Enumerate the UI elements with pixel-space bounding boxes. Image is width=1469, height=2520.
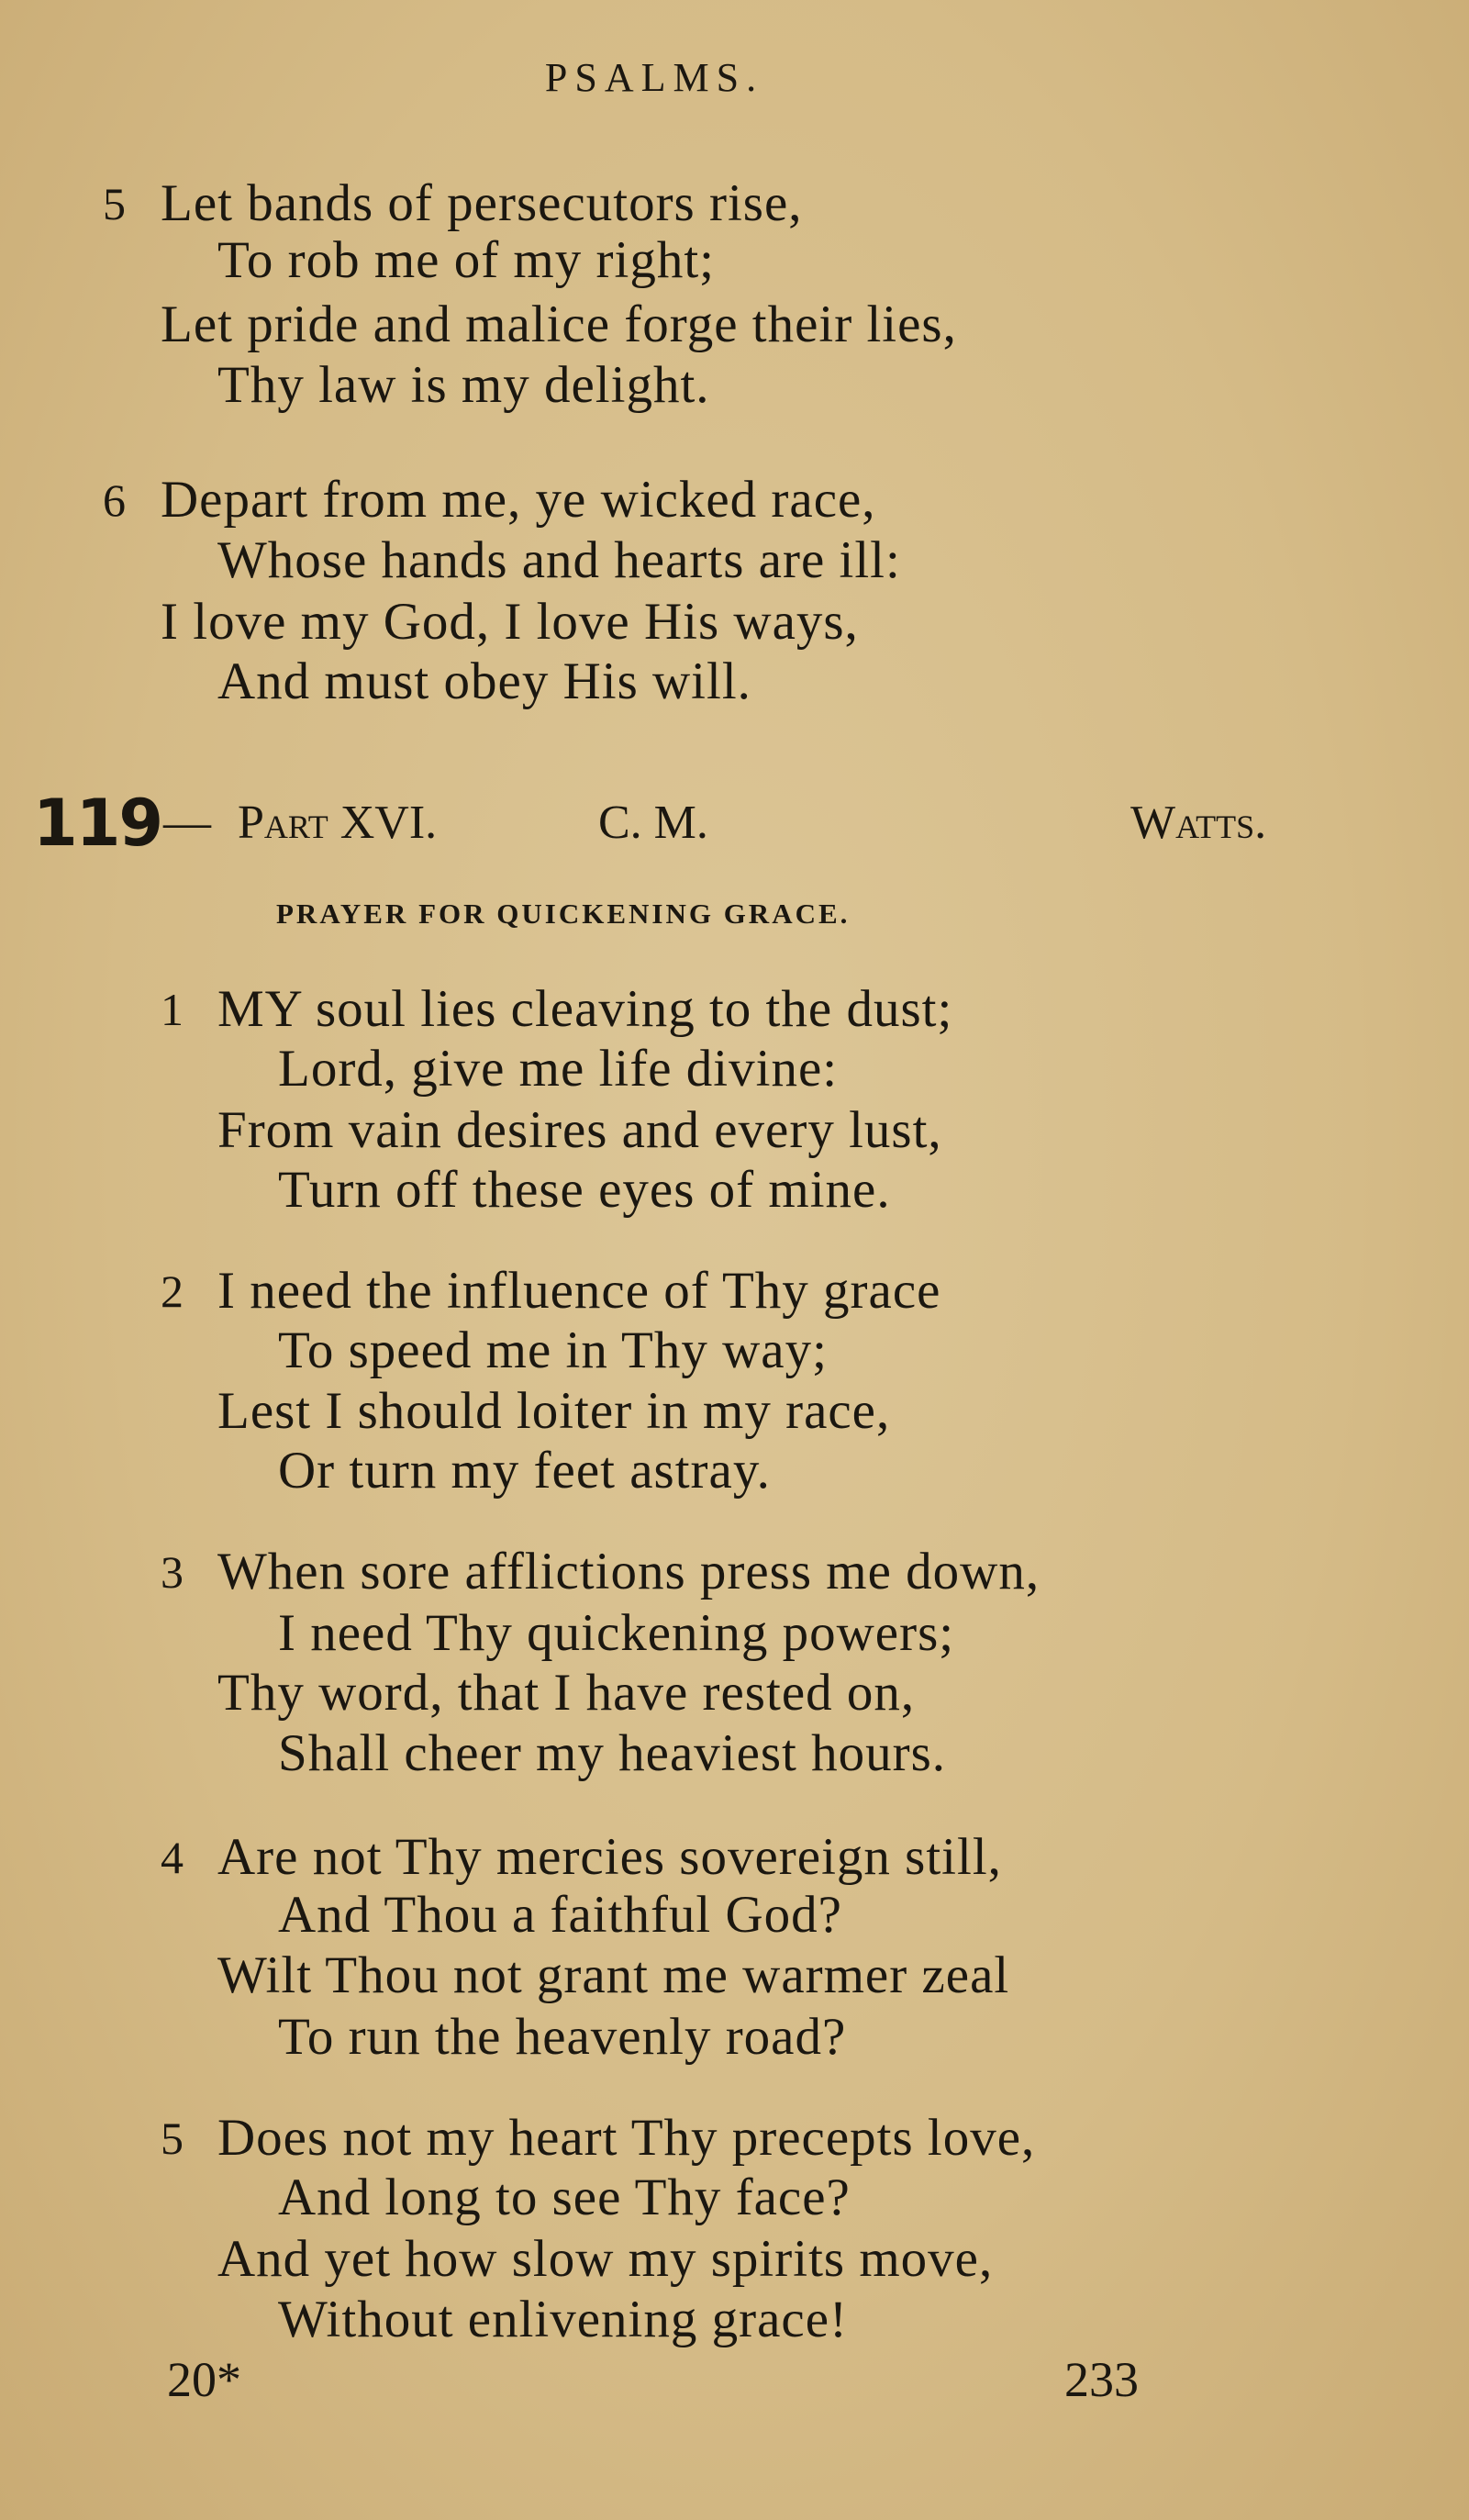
verse-line: To run the heavenly road?: [278, 2008, 847, 2066]
verse-line: Lest I should loiter in my race,: [217, 1382, 891, 1440]
verse-line: Does not my heart Thy precepts love,: [217, 2109, 1036, 2167]
verse-line: Thy law is my delight.: [217, 356, 710, 414]
verse-line: Let bands of persecutors rise,: [161, 174, 803, 232]
verse-line: Lord, give me life divine:: [278, 1040, 839, 1098]
verse-line: From vain desires and every lust,: [217, 1101, 942, 1159]
hymn-meter: C. M.: [598, 797, 708, 849]
verse-line: To speed me in Thy way;: [278, 1321, 828, 1379]
verse-line: And long to see Thy face?: [278, 2169, 851, 2226]
verse-line: And must obey His will.: [217, 652, 751, 710]
page-number: 233: [1064, 2352, 1139, 2407]
verse-line: Let pride and malice forge their lies,: [161, 295, 957, 353]
hymn-part: Part XVI.: [238, 797, 438, 849]
stanza-number: 6: [103, 474, 126, 526]
verse-line: To rob me of my right;: [217, 231, 716, 289]
header-dash: —: [163, 797, 211, 849]
signature-mark: 20*: [167, 2352, 241, 2407]
stanza-number: 5: [161, 2113, 184, 2164]
verse-line: Are not Thy mercies sovereign still,: [217, 1828, 1002, 1886]
verse-line: I love my God, I love His ways,: [161, 593, 859, 651]
stanza-number: 4: [161, 1832, 184, 1883]
hymn-author: Watts.: [1130, 797, 1267, 849]
verse-line: Depart from me, ye wicked race,: [161, 471, 876, 529]
verse-line: When sore afflictions press me down,: [217, 1543, 1041, 1600]
verse-line: Whose hands and hearts are ill:: [217, 531, 901, 589]
verse-line: I need the influence of Thy grace: [217, 1262, 941, 1320]
stanza-number: 2: [161, 1266, 184, 1317]
stanza-number: 1: [161, 984, 184, 1035]
verse-line: Or turn my feet astray.: [278, 1442, 771, 1500]
stanza-number: 3: [161, 1546, 184, 1598]
verse-line: And yet how slow my spirits move,: [217, 2230, 994, 2288]
verse-line: I need Thy quickening powers;: [278, 1604, 955, 1662]
stanza-number: 5: [103, 178, 126, 229]
hymn-number: 119: [33, 786, 162, 861]
hymn-subtitle: PRAYER FOR QUICKENING GRACE.: [276, 898, 851, 930]
running-head: PSALMS.: [544, 55, 764, 100]
verse-line: Without enlivening grace!: [278, 2291, 848, 2348]
verse-line: Wilt Thou not grant me warmer zeal: [217, 1946, 1010, 2004]
verse-line: MY soul lies cleaving to the dust;: [217, 980, 953, 1038]
verse-line: Turn off these eyes of mine.: [278, 1161, 891, 1219]
verse-line: Thy word, that I have rested on,: [217, 1664, 916, 1722]
verse-line: Shall cheer my heaviest hours.: [278, 1724, 947, 1782]
verse-line: And Thou a faithful God?: [278, 1886, 842, 1944]
